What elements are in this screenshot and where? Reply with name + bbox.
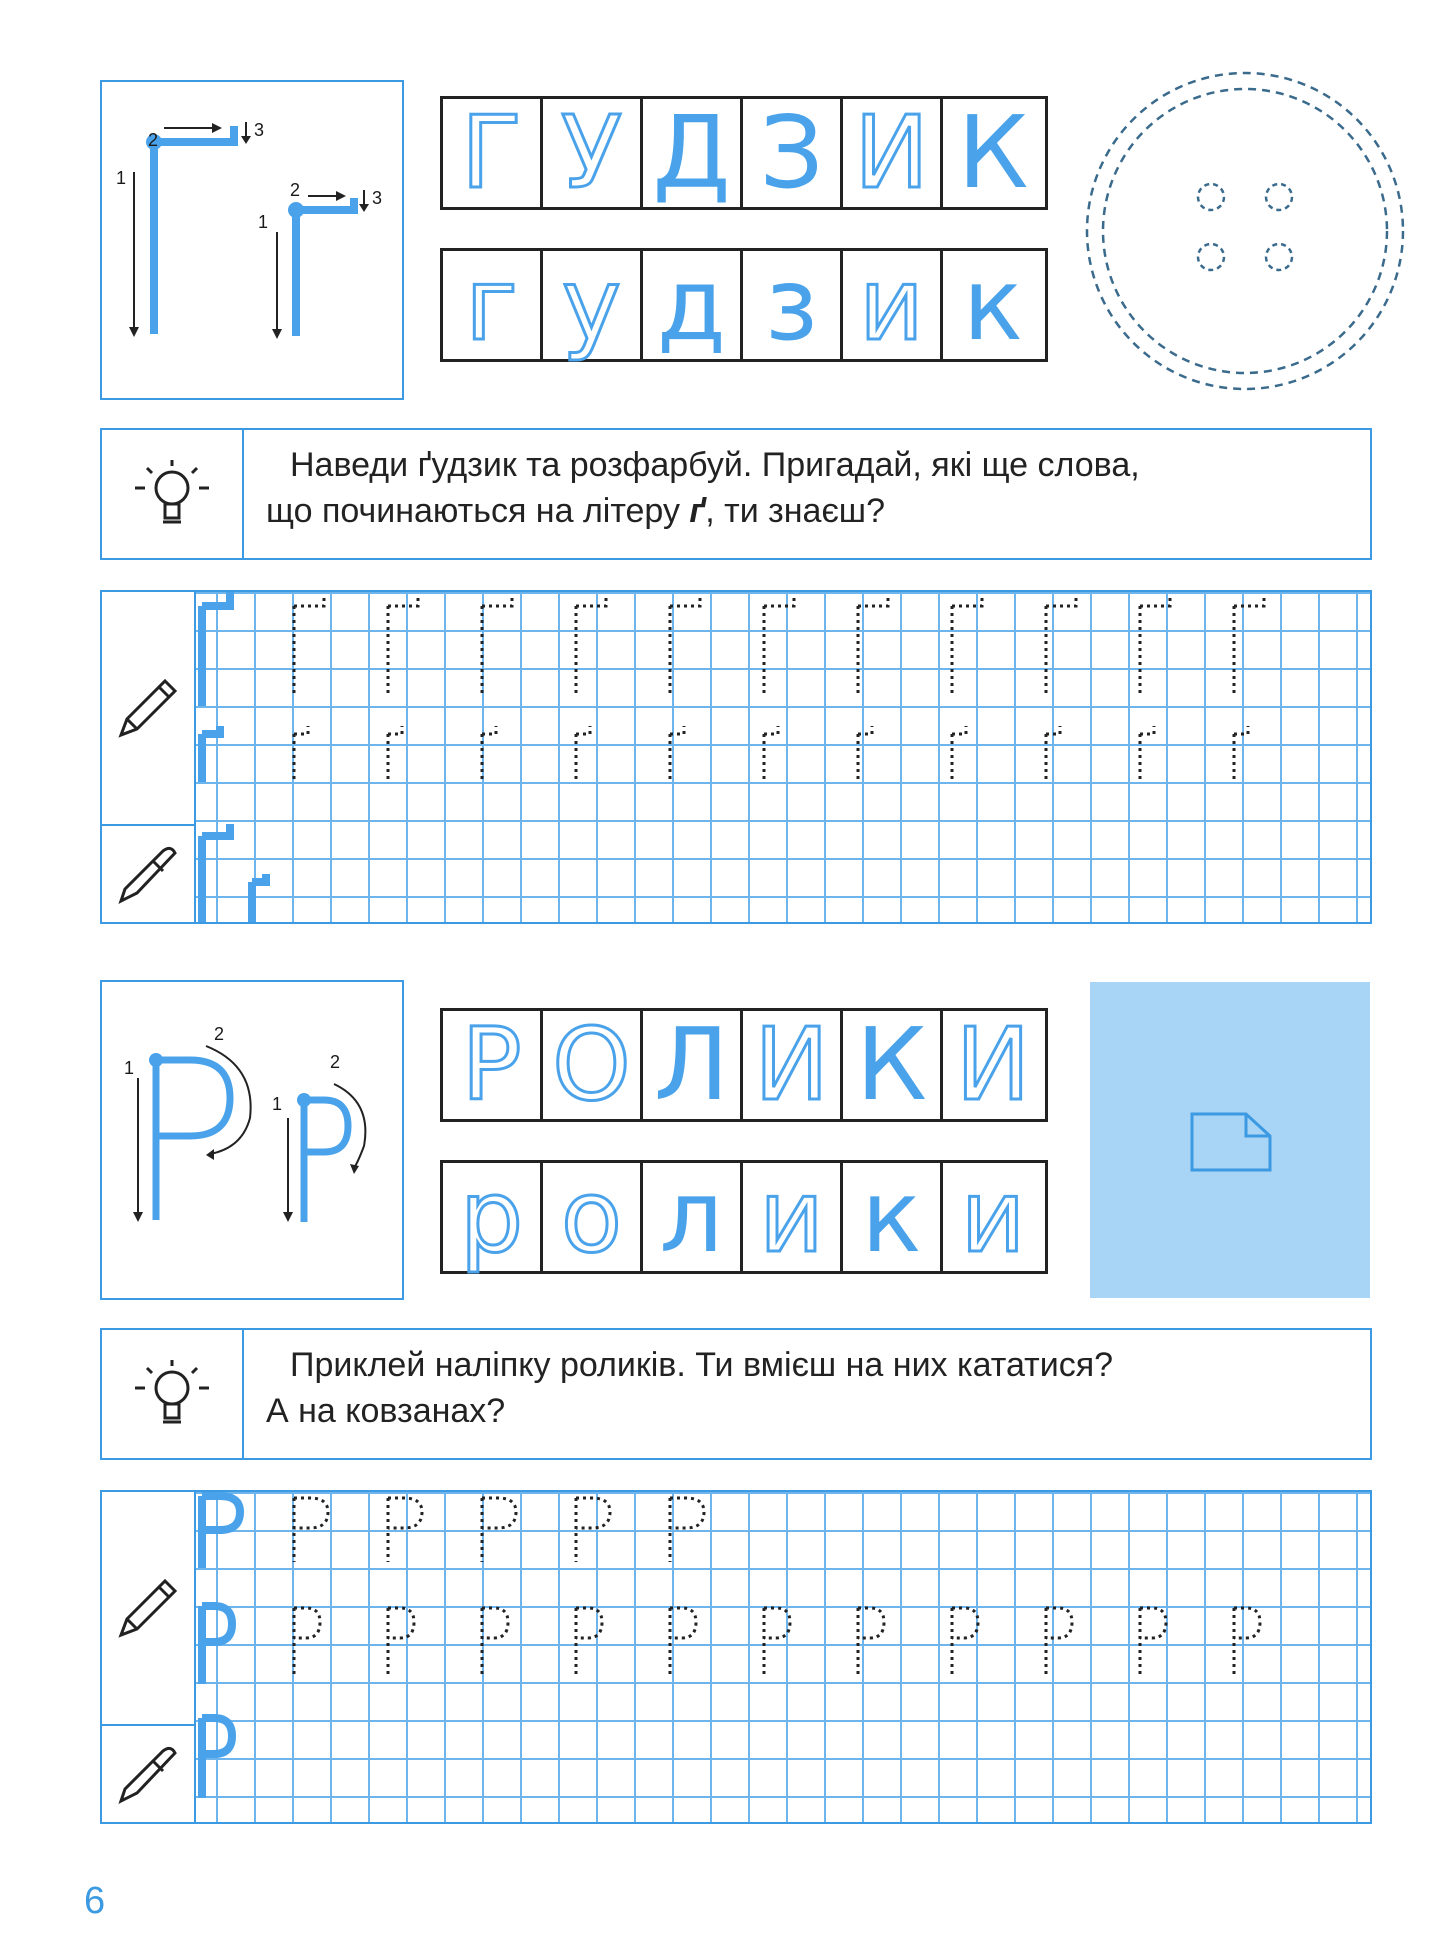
pencil-icon	[102, 1492, 194, 1726]
tip-text	[244, 1330, 1370, 1458]
pencil-icon	[102, 592, 194, 826]
letter-tile: И	[843, 99, 943, 207]
tip-box-r	[100, 1328, 1372, 1460]
letter-tile: З	[743, 99, 843, 207]
tip-letter: ґ	[689, 492, 706, 530]
letter-tile: К	[957, 94, 1029, 211]
sticker-placeholder[interactable]	[1090, 982, 1370, 1298]
sticker-placeholder-icon	[1186, 1106, 1276, 1176]
letter-tile: У	[543, 99, 643, 207]
button-icon[interactable]	[1080, 66, 1410, 396]
writing-grid-g[interactable]	[100, 590, 1372, 924]
lightbulb-icon	[102, 1330, 244, 1458]
stroke-number: 2	[330, 1052, 341, 1072]
tracing-letters-g	[194, 592, 1370, 922]
letter-tile: К	[843, 1011, 943, 1119]
word-tiles-upper-rolyky	[440, 1008, 1048, 1122]
pen-icon	[102, 1726, 194, 1822]
letter-tile: Г	[443, 99, 543, 207]
page-number: 6	[84, 1880, 106, 1922]
letter-tile: з	[743, 251, 843, 359]
writing-grid-r[interactable]	[100, 1490, 1372, 1824]
tip-box-g	[100, 428, 1372, 560]
tool-column	[102, 1492, 196, 1822]
tip-line-2: А на ковзанах?	[266, 1392, 506, 1430]
letter-tile: к	[843, 1163, 943, 1271]
letter-tile: о	[543, 1163, 643, 1271]
stroke-number: 3	[254, 120, 265, 140]
letter-tile: у	[543, 251, 643, 359]
letter-tile: л	[643, 1163, 743, 1271]
word-tiles-lower-gudzyk	[440, 248, 1048, 362]
stroke-order-box-r	[100, 980, 404, 1300]
letter-tile: р	[443, 1163, 543, 1271]
letter-tile: и	[960, 1158, 1026, 1275]
tip-line-1: Приклей наліпку роликів. Ти вмієш на них кататися?	[290, 1346, 1114, 1384]
tracing-letters-r	[194, 1492, 1370, 1822]
letter-tile: Д	[643, 99, 743, 207]
stroke-number: 2	[290, 180, 301, 200]
tip-line-1: Наведи ґудзик та розфарбуй. Пригадай, які ще слова,	[290, 446, 1140, 484]
letter-tile: Р	[443, 1011, 543, 1119]
stroke-order-box-g	[100, 80, 404, 400]
letter-tile: и	[843, 251, 943, 359]
letter-tile: И	[743, 1011, 843, 1119]
stroke-number: 2	[214, 1024, 225, 1044]
stroke-number: 2	[148, 130, 159, 150]
stroke-number: 1	[258, 212, 269, 232]
letter-tile: и	[743, 1163, 843, 1271]
tip-text	[244, 430, 1370, 558]
stroke-number: 1	[116, 168, 127, 188]
stroke-number: 3	[372, 188, 383, 208]
stroke-number: 1	[124, 1058, 135, 1078]
letter-tile: к	[962, 246, 1024, 363]
lightbulb-icon	[102, 430, 244, 558]
letter-tile: И	[955, 1006, 1031, 1123]
letter-tile: О	[543, 1011, 643, 1119]
stroke-number: 1	[272, 1094, 283, 1114]
word-tiles-upper-gudzyk	[440, 96, 1048, 210]
tip-line-2: що починаються на літеру ґ, ти знаєш?	[266, 492, 885, 530]
letter-r-stroke-diagram	[102, 982, 402, 1298]
tool-column	[102, 592, 196, 922]
pen-icon	[102, 826, 194, 922]
letter-tile: Л	[643, 1011, 743, 1119]
letter-tile: г	[443, 251, 543, 359]
letter-tile: д	[643, 251, 743, 359]
word-tiles-lower-rolyky	[440, 1160, 1048, 1274]
letter-g-stroke-diagram	[102, 82, 402, 398]
